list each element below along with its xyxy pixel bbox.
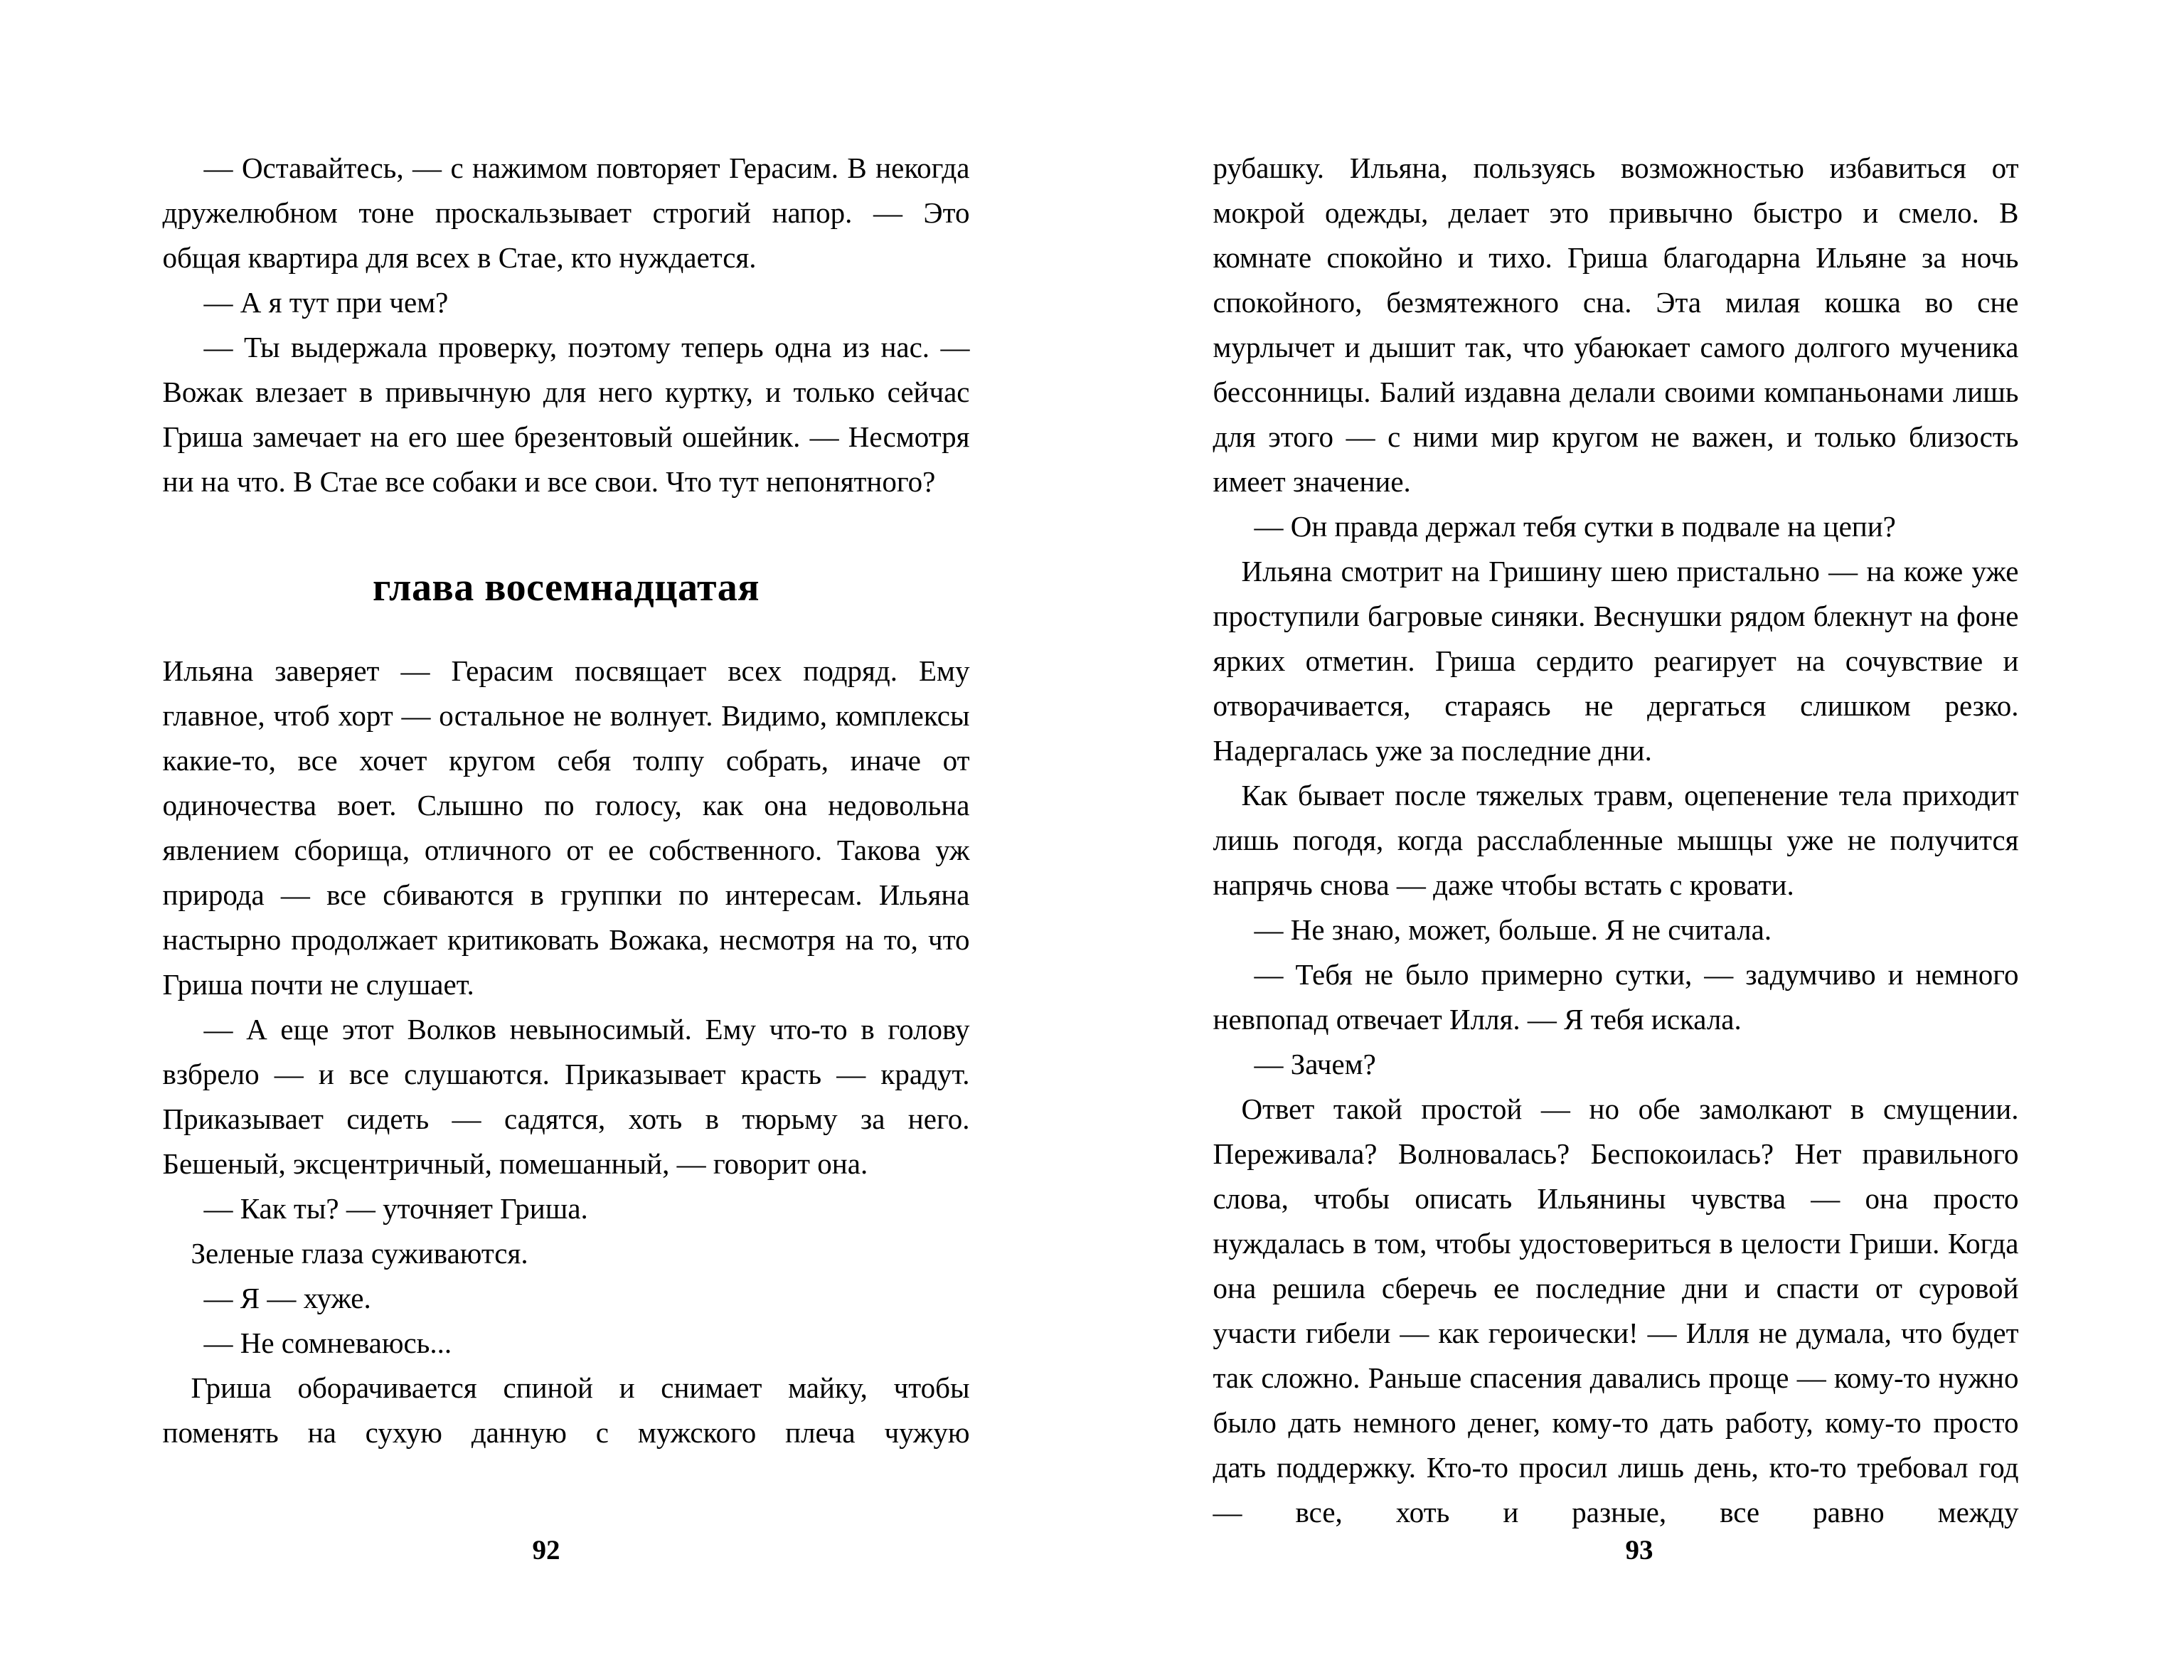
page-right <box>1092 0 2184 1680</box>
paragraph: — Ты выдержала проверку, поэтому теперь одна из нас. — Вожак влезает в привычную для него куртку, и только сейчас Гриша замечает на его шее брезентовый ошейник. — Несмотря ни на что. В Стае все собаки и все свои. Что тут непонятного? <box>162 331 970 498</box>
page-number: 92 <box>532 1535 560 1565</box>
paragraph: — А я тут при чем? <box>203 286 449 319</box>
paragraph: Ильяна заверяет — Герасим посвящает всех подряд. Ему главное, чтоб хорт — остальное не волнует. Видимо, комплексы какие-то, все хочет кругом себя толпу собрать, иначе от одиночества воет. Слышно по голосу, как она недовольна явлением сборища, отличного от ее собственного. Такова уж природа — все сбиваются в группки по интересам. Ильяна настырно продолжает критиковать Вожака, несмотря на то, что Гриша почти не слушает. <box>162 654 970 1001</box>
paragraph: — Не сомневаюсь... <box>203 1327 452 1359</box>
paragraph: — Он правда держал тебя сутки в подвале на цепи? <box>1254 510 1896 543</box>
paragraph: Как бывает после тяжелых травм, оцепенение тела приходит лишь погодя, когда расслабленные мышцы уже не получится напрячь снова — даже чтобы встать с кровати. <box>1213 779 2019 901</box>
paragraph: — Тебя не было примерно сутки, — задумчиво и немного невпопад отвечает Илля. — Я тебя искала. <box>1213 958 2019 1036</box>
paragraph: — Не знаю, может, больше. Я не считала. <box>1254 913 1772 946</box>
paragraph: Ильяна смотрит на Гришину шею пристально — на коже уже проступили багровые синяки. Веснушки рядом блекнут на фоне ярких отметин. Гриша сердито реагирует на сочувствие и отворачивается, стараясь не дергаться слишком резко. Надергалась уже за последние дни. <box>1213 555 2019 767</box>
paragraph: Зеленые глаза суживаются. <box>191 1237 528 1270</box>
paragraph: — Оставайтесь, — с нажимом повторяет Герасим. В некогда дружелюбном тоне проскальзывает строгий напор. — Это общая квартира для всех в Стае, кто нуждается. <box>162 151 970 274</box>
left-page-text-block <box>163 146 970 1500</box>
page-number: 93 <box>1625 1535 1653 1565</box>
paragraph: Ответ такой простой — но обе замолкают в смущении. Переживала? Волновалась? Беспокоилась? Нет правильного слова, чтобы описать Ильянины чувства — она просто нуждалась в том, чтобы удостовериться в целости Гриши. Когда она решила сберечь ее последние дни и спасти от суровой участи гибели — как героически! — Илля не думала, что будет так сложно. Раньше спасения давались проще — кому-то нужно было дать немного денег, кому-то дать работу, кому-то просто дать поддержку. Кто-то просил лишь день, кто-то требовал год — все, хоть и разные, все равно между <box>1213 1092 2019 1529</box>
paragraph: рубашку. Ильяна, пользуясь возможностью избавиться от мокрой одежды, делает это привычно быстро и смело. В комнате спокойно и тихо. Гриша благодарна Ильяне за ночь спокойного, безмятежного сна. Эта милая кошка во сне мурлычет и дышит так, что убаюкает самого долгого мученика бессонницы. Балий издавна делали своими компаньонами лишь для этого — с ними мир кругом не важен, и только близость имеет значение. <box>1213 151 2019 498</box>
paragraph: — Как ты? — уточняет Гриша. <box>203 1192 588 1225</box>
right-page-text-block <box>1213 146 2019 1580</box>
chapter-heading: глава восемнадцатая <box>372 565 760 610</box>
paragraph: — Я — хуже. <box>203 1282 371 1314</box>
paragraph: — А еще этот Волков невыносимый. Ему что-то в голову взбрело — и все слушаются. Приказывает красть — крадут. Приказывает сидеть — садятся, хоть в тюрьму за него. Бешеный, эксцентричный, помешанный, — говорит она. <box>162 1013 970 1180</box>
paragraph: Гриша оборачивается спиной и снимает майку, чтобы поменять на сухую данную с мужского плеча чужую <box>162 1371 970 1449</box>
page-left <box>1 0 1092 1680</box>
paragraph: — Зачем? <box>1254 1048 1376 1080</box>
